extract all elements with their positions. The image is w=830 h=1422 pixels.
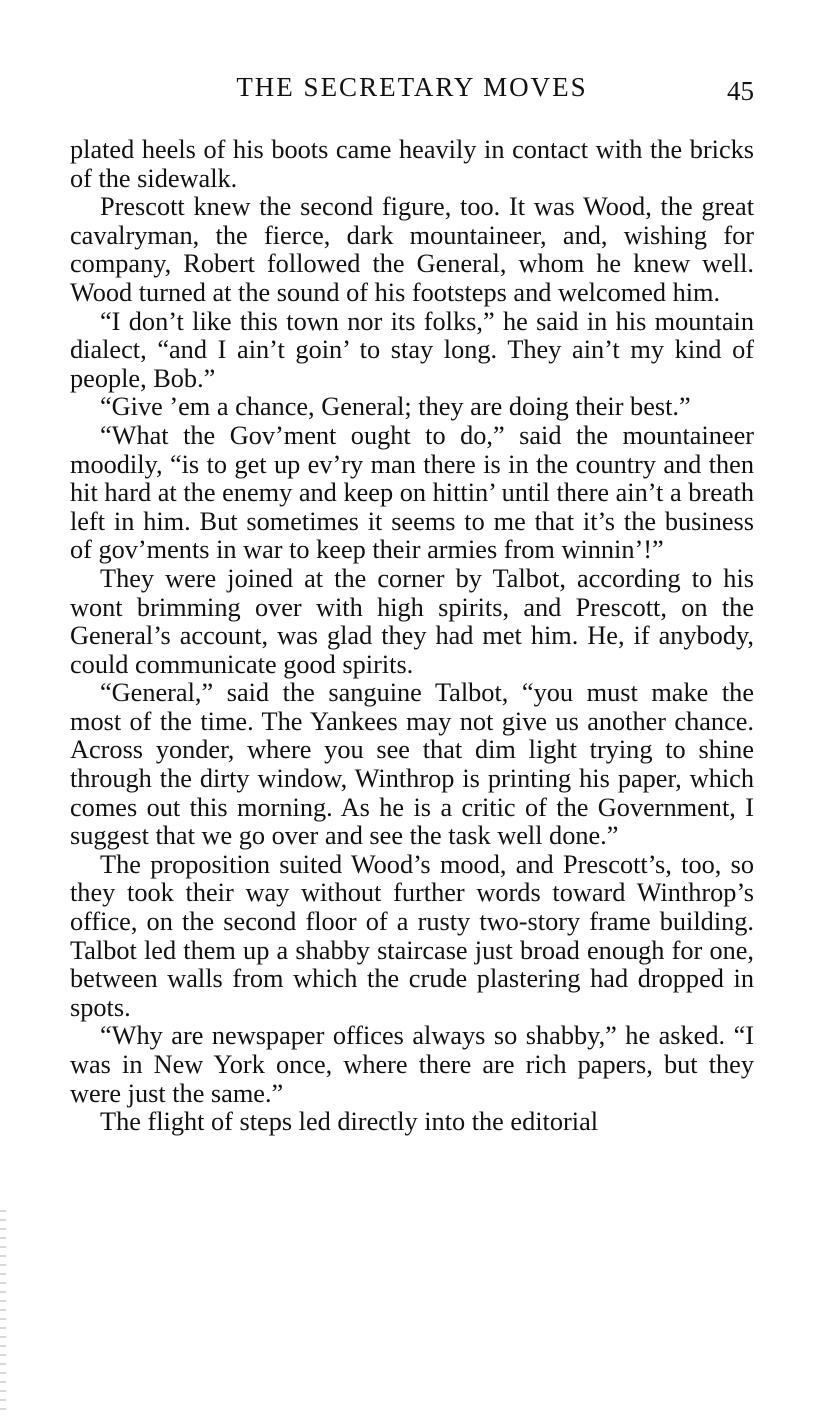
running-head [70, 72, 754, 106]
paragraph: “Why are newspaper offices always so shabby,” he asked. “I was in New York once, where there are rich papers, but they were just the same.” [70, 1021, 754, 1108]
body-text [70, 136, 754, 1137]
paragraph: They were joined at the corner by Talbot, according to his wont brimming over with high spirits, and Prescott, on the General’s account, was glad they had met him. He, if anybody, could communicate good spirits. [70, 563, 754, 679]
running-title: THE SECRETARY MOVES [236, 72, 588, 102]
page-number: 45 [727, 76, 754, 106]
paragraph-last: The flight of steps led directly into the editorial [100, 1107, 599, 1137]
paragraph: “What the Gov’ment ought to do,” said the mountaineer moodily, “is to get up ev’ry man there is in the country and then hit hard at the enemy and keep on hittin’ until there ain’t a breath left in him. But sometimes it seems to me that it’s the business of gov’ments in war to keep their armies from winnin’!” [70, 420, 754, 565]
paragraph-continued: plated heels of his boots came heavily in contact with the bricks of the sidewalk. [70, 135, 754, 193]
paragraph: “General,” said the sanguine Talbot, “you must make the most of the time. The Yankees may not give us another chance. Across yonder, where you see that dim light trying to shine through the dirty window, Winthrop is printing his paper, which comes out this morning. As he is a critic of the Government, I suggest that we go over and see the task well done.” [70, 678, 754, 851]
paragraph: Prescott knew the second figure, too. It was Wood, the great cavalryman, the fierce, dark mountaineer, and, wishing for company, Robert followed the General, whom he knew well. Wood turned at the sound of his footsteps and welcomed him. [70, 192, 754, 307]
paragraph: “Give ’em a chance, General; they are doing their best.” [100, 392, 691, 422]
paragraph: The proposition suited Wood’s mood, and Prescott’s, too, so they took their way without further words toward Winthrop’s office, on the second floor of a rusty two-story frame building. Talbot led them up a shabby staircase just broad enough for one, between walls from which the crude plastering had dropped in spots. [70, 849, 754, 1022]
paragraph: “I don’t like this town nor its folks,” he said in his mountain dialect, “and I ain’t goin’ to stay long. They ain’t my kind of people, Bob.” [70, 306, 754, 393]
scan-edge-marks [0, 1210, 6, 1410]
